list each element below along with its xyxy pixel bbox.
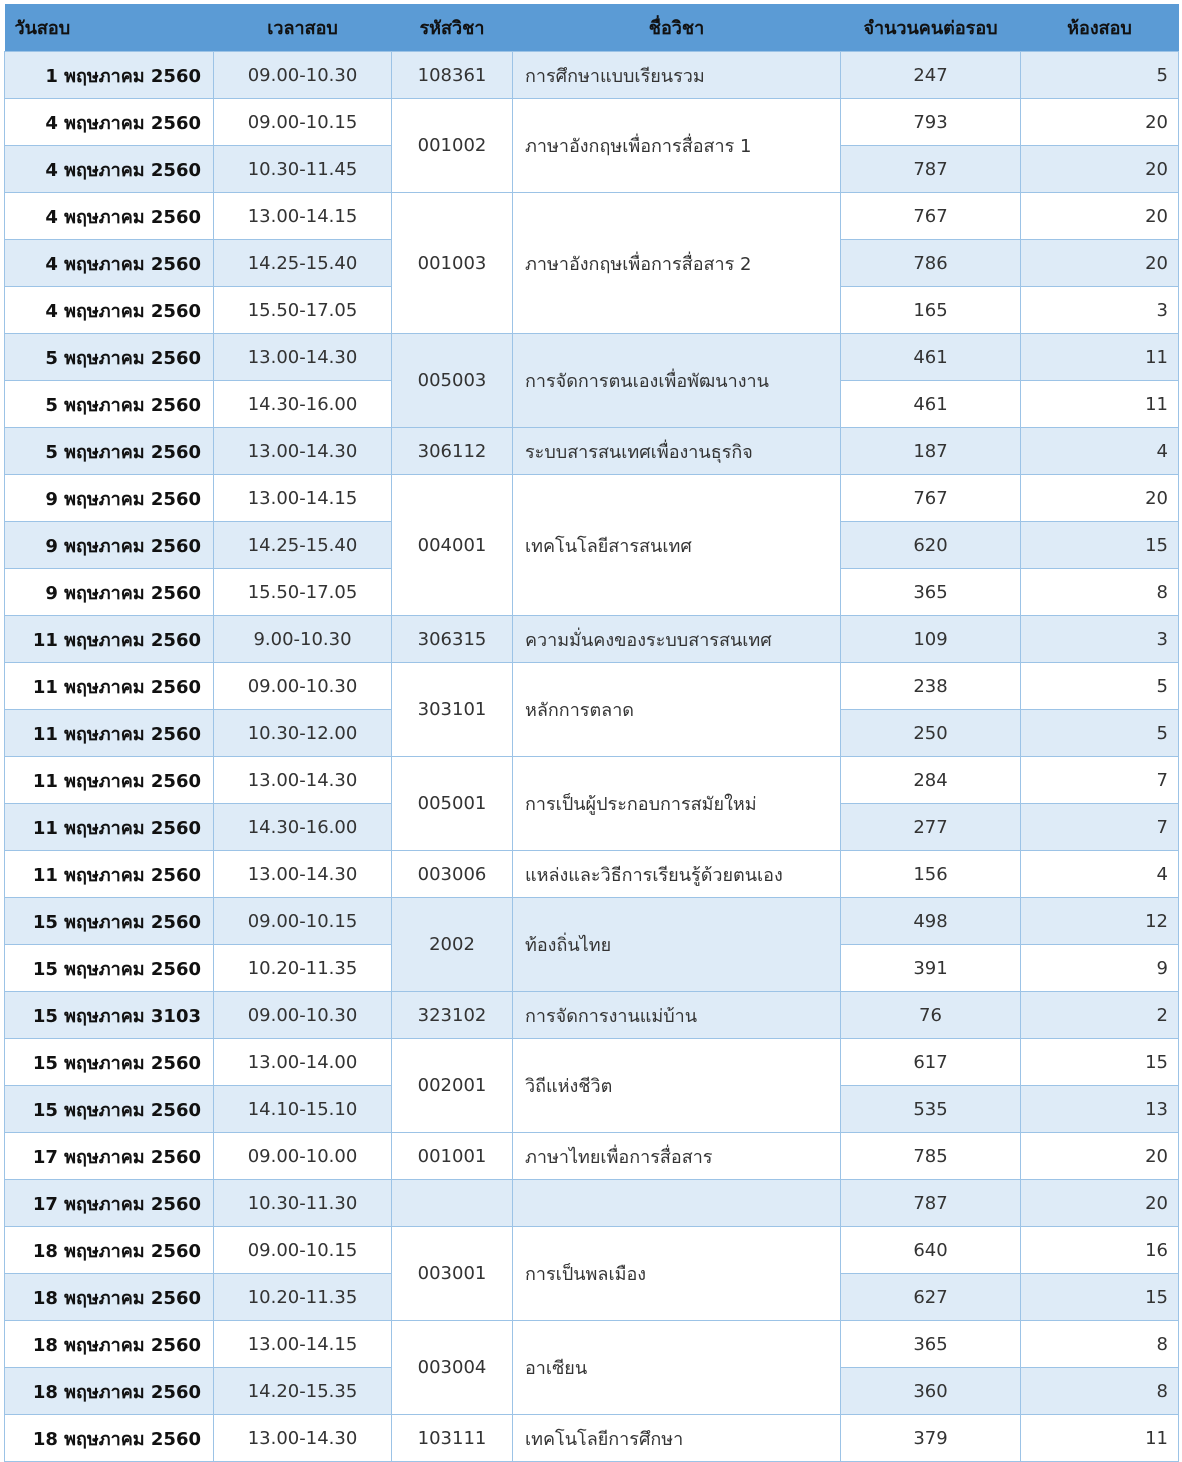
course-name-cell: การจัดการงานแม่บ้าน: [513, 992, 841, 1039]
table-row: [5, 992, 1179, 1039]
table-row: [5, 757, 1179, 804]
exam-time-cell: 09.00-10.30: [214, 992, 392, 1039]
table-header: [5, 4, 1179, 52]
exam-rooms-cell: 20: [1021, 146, 1179, 193]
exam-date-cell: 9 พฤษภาคม 2560: [5, 569, 214, 616]
course-code-cell: 003004: [392, 1321, 513, 1415]
course-code-cell: 005001: [392, 757, 513, 851]
exam-rooms-cell: 11: [1021, 334, 1179, 381]
exam-rooms-cell: 20: [1021, 193, 1179, 240]
exam-rooms-cell: 11: [1021, 381, 1179, 428]
table-row: [5, 334, 1179, 381]
exam-rooms-cell: 5: [1021, 52, 1179, 99]
exam-time-cell: 13.00-14.30: [214, 334, 392, 381]
course-code-cell: 103111: [392, 1415, 513, 1462]
course-name-cell: อาเซียน: [513, 1321, 841, 1415]
table-row: [5, 851, 1179, 898]
course-code-cell: 306315: [392, 616, 513, 663]
course-name-cell: ภาษาไทยเพื่อการสื่อสาร: [513, 1133, 841, 1180]
people-per-round-cell: 76: [841, 992, 1021, 1039]
exam-date-cell: 18 พฤษภาคม 2560: [5, 1274, 214, 1321]
course-name-cell: เทคโนโลยีสารสนเทศ: [513, 475, 841, 616]
course-code-cell: 323102: [392, 992, 513, 1039]
exam-date-cell: 17 พฤษภาคม 2560: [5, 1133, 214, 1180]
exam-rooms-cell: 15: [1021, 1274, 1179, 1321]
exam-time-cell: 09.00-10.00: [214, 1133, 392, 1180]
people-per-round-cell: 165: [841, 287, 1021, 334]
exam-rooms-cell: 3: [1021, 287, 1179, 334]
exam-rooms-cell: 3: [1021, 616, 1179, 663]
exam-date-cell: 4 พฤษภาคม 2560: [5, 287, 214, 334]
exam-time-cell: 13.00-14.15: [214, 193, 392, 240]
exam-date-cell: 9 พฤษภาคม 2560: [5, 522, 214, 569]
exam-rooms-cell: 11: [1021, 1415, 1179, 1462]
exam-date-cell: 4 พฤษภาคม 2560: [5, 146, 214, 193]
exam-time-cell: 13.00-14.00: [214, 1039, 392, 1086]
people-per-round-cell: 284: [841, 757, 1021, 804]
people-per-round-cell: 250: [841, 710, 1021, 757]
course-code-cell: 004001: [392, 475, 513, 616]
exam-rooms-cell: 15: [1021, 522, 1179, 569]
course-code-cell: 2002: [392, 898, 513, 992]
people-per-round-cell: 498: [841, 898, 1021, 945]
exam-rooms-cell: 8: [1021, 1368, 1179, 1415]
header-row: [5, 4, 1179, 52]
exam-time-cell: 13.00-14.30: [214, 1415, 392, 1462]
exam-date-cell: 11 พฤษภาคม 2560: [5, 663, 214, 710]
table-row: [5, 1415, 1179, 1462]
exam-time-cell: 9.00-10.30: [214, 616, 392, 663]
exam-time-cell: 13.00-14.30: [214, 428, 392, 475]
course-name-cell: [513, 1180, 841, 1227]
exam-rooms-cell: 8: [1021, 569, 1179, 616]
exam-date-cell: 11 พฤษภาคม 2560: [5, 757, 214, 804]
course-name-cell: ภาษาอังกฤษเพื่อการสื่อสาร 1: [513, 99, 841, 193]
exam-date-cell: 15 พฤษภาคม 3103: [5, 992, 214, 1039]
exam-time-cell: 10.30-11.45: [214, 146, 392, 193]
exam-time-cell: 09.00-10.15: [214, 1227, 392, 1274]
people-per-round-cell: 461: [841, 334, 1021, 381]
course-code-cell: 001001: [392, 1133, 513, 1180]
exam-rooms-cell: 12: [1021, 898, 1179, 945]
table-row: [5, 663, 1179, 710]
people-per-round-cell: 360: [841, 1368, 1021, 1415]
exam-rooms-cell: 20: [1021, 240, 1179, 287]
exam-date-cell: 4 พฤษภาคม 2560: [5, 240, 214, 287]
exam-time-cell: 13.00-14.30: [214, 757, 392, 804]
exam-rooms-cell: 20: [1021, 475, 1179, 522]
exam-time-cell: 14.30-16.00: [214, 381, 392, 428]
course-name-cell: วิถีแห่งชีวิต: [513, 1039, 841, 1133]
exam-date-cell: 17 พฤษภาคม 2560: [5, 1180, 214, 1227]
table-row: [5, 1039, 1179, 1086]
course-name-cell: เทคโนโลยีการศึกษา: [513, 1415, 841, 1462]
exam-date-cell: 11 พฤษภาคม 2560: [5, 616, 214, 663]
exam-time-cell: 09.00-10.15: [214, 99, 392, 146]
people-per-round-cell: 786: [841, 240, 1021, 287]
people-per-round-cell: 535: [841, 1086, 1021, 1133]
header-exam-date: วันสอบ: [5, 4, 214, 52]
exam-date-cell: 11 พฤษภาคม 2560: [5, 710, 214, 757]
exam-date-cell: 5 พฤษภาคม 2560: [5, 381, 214, 428]
exam-time-cell: 15.50-17.05: [214, 569, 392, 616]
people-per-round-cell: 156: [841, 851, 1021, 898]
people-per-round-cell: 640: [841, 1227, 1021, 1274]
exam-date-cell: 15 พฤษภาคม 2560: [5, 1086, 214, 1133]
table-row: [5, 428, 1179, 475]
exam-rooms-cell: 8: [1021, 1321, 1179, 1368]
course-name-cell: ระบบสารสนเทศเพื่องานธุรกิจ: [513, 428, 841, 475]
header-people-per-round: จำนวนคนต่อรอบ: [841, 4, 1021, 52]
exam-schedule-table: [4, 4, 1179, 1462]
exam-rooms-cell: 20: [1021, 99, 1179, 146]
header-course-code: รหัสวิชา: [392, 4, 513, 52]
header-exam-time: เวลาสอบ: [214, 4, 392, 52]
exam-date-cell: 18 พฤษภาคม 2560: [5, 1227, 214, 1274]
course-code-cell: 306112: [392, 428, 513, 475]
course-name-cell: ความมั่นคงของระบบสารสนเทศ: [513, 616, 841, 663]
header-exam-rooms: ห้องสอบ: [1021, 4, 1179, 52]
table-row: [5, 1321, 1179, 1368]
people-per-round-cell: 787: [841, 146, 1021, 193]
course-code-cell: 003006: [392, 851, 513, 898]
course-code-cell: 002001: [392, 1039, 513, 1133]
table-row: [5, 99, 1179, 146]
exam-time-cell: 14.20-15.35: [214, 1368, 392, 1415]
course-code-cell: 001003: [392, 193, 513, 334]
exam-time-cell: 14.25-15.40: [214, 240, 392, 287]
course-name-cell: การศึกษาแบบเรียนรวม: [513, 52, 841, 99]
exam-time-cell: 14.25-15.40: [214, 522, 392, 569]
people-per-round-cell: 238: [841, 663, 1021, 710]
exam-rooms-cell: 5: [1021, 663, 1179, 710]
exam-time-cell: 13.00-14.30: [214, 851, 392, 898]
course-name-cell: ภาษาอังกฤษเพื่อการสื่อสาร 2: [513, 193, 841, 334]
table-row: [5, 52, 1179, 99]
people-per-round-cell: 379: [841, 1415, 1021, 1462]
exam-rooms-cell: 7: [1021, 757, 1179, 804]
table-row: [5, 1133, 1179, 1180]
exam-time-cell: 10.30-11.30: [214, 1180, 392, 1227]
header-course-name: ชื่อวิชา: [513, 4, 841, 52]
table-row: [5, 1180, 1179, 1227]
table-row: [5, 475, 1179, 522]
course-code-cell: 108361: [392, 52, 513, 99]
people-per-round-cell: 187: [841, 428, 1021, 475]
exam-rooms-cell: 5: [1021, 710, 1179, 757]
table-row: [5, 1227, 1179, 1274]
exam-rooms-cell: 2: [1021, 992, 1179, 1039]
people-per-round-cell: 620: [841, 522, 1021, 569]
people-per-round-cell: 617: [841, 1039, 1021, 1086]
course-code-cell: 303101: [392, 663, 513, 757]
exam-time-cell: 10.20-11.35: [214, 1274, 392, 1321]
exam-time-cell: 10.30-12.00: [214, 710, 392, 757]
exam-date-cell: 4 พฤษภาคม 2560: [5, 99, 214, 146]
course-name-cell: การเป็นพลเมือง: [513, 1227, 841, 1321]
exam-date-cell: 15 พฤษภาคม 2560: [5, 1039, 214, 1086]
exam-date-cell: 18 พฤษภาคม 2560: [5, 1368, 214, 1415]
exam-time-cell: 09.00-10.30: [214, 52, 392, 99]
exam-date-cell: 1 พฤษภาคม 2560: [5, 52, 214, 99]
exam-date-cell: 5 พฤษภาคม 2560: [5, 334, 214, 381]
exam-rooms-cell: 15: [1021, 1039, 1179, 1086]
people-per-round-cell: 109: [841, 616, 1021, 663]
exam-time-cell: 15.50-17.05: [214, 287, 392, 334]
people-per-round-cell: 391: [841, 945, 1021, 992]
people-per-round-cell: 247: [841, 52, 1021, 99]
exam-date-cell: 11 พฤษภาคม 2560: [5, 851, 214, 898]
people-per-round-cell: 627: [841, 1274, 1021, 1321]
exam-rooms-cell: 9: [1021, 945, 1179, 992]
people-per-round-cell: 365: [841, 569, 1021, 616]
people-per-round-cell: 767: [841, 193, 1021, 240]
course-name-cell: แหล่งและวิธีการเรียนรู้ด้วยตนเอง: [513, 851, 841, 898]
course-name-cell: การเป็นผู้ประกอบการสมัยใหม่: [513, 757, 841, 851]
exam-rooms-cell: 20: [1021, 1180, 1179, 1227]
table-row: [5, 616, 1179, 663]
exam-date-cell: 15 พฤษภาคม 2560: [5, 898, 214, 945]
course-name-cell: ท้องถิ่นไทย: [513, 898, 841, 992]
exam-rooms-cell: 20: [1021, 1133, 1179, 1180]
exam-time-cell: 09.00-10.15: [214, 898, 392, 945]
exam-time-cell: 14.30-16.00: [214, 804, 392, 851]
exam-rooms-cell: 4: [1021, 428, 1179, 475]
course-code-cell: 003001: [392, 1227, 513, 1321]
people-per-round-cell: 767: [841, 475, 1021, 522]
exam-date-cell: 11 พฤษภาคม 2560: [5, 804, 214, 851]
exam-date-cell: 18 พฤษภาคม 2560: [5, 1321, 214, 1368]
exam-time-cell: 13.00-14.15: [214, 475, 392, 522]
table-row: [5, 193, 1179, 240]
course-code-cell: [392, 1180, 513, 1227]
course-name-cell: การจัดการตนเองเพื่อพัฒนางาน: [513, 334, 841, 428]
people-per-round-cell: 365: [841, 1321, 1021, 1368]
exam-time-cell: 10.20-11.35: [214, 945, 392, 992]
exam-time-cell: 09.00-10.30: [214, 663, 392, 710]
exam-date-cell: 5 พฤษภาคม 2560: [5, 428, 214, 475]
people-per-round-cell: 793: [841, 99, 1021, 146]
exam-schedule: [4, 4, 1178, 1462]
course-code-cell: 005003: [392, 334, 513, 428]
exam-date-cell: 18 พฤษภาคม 2560: [5, 1415, 214, 1462]
exam-time-cell: 14.10-15.10: [214, 1086, 392, 1133]
course-name-cell: หลักการตลาด: [513, 663, 841, 757]
exam-date-cell: 9 พฤษภาคม 2560: [5, 475, 214, 522]
exam-rooms-cell: 4: [1021, 851, 1179, 898]
people-per-round-cell: 787: [841, 1180, 1021, 1227]
people-per-round-cell: 277: [841, 804, 1021, 851]
exam-rooms-cell: 7: [1021, 804, 1179, 851]
exam-rooms-cell: 13: [1021, 1086, 1179, 1133]
exam-time-cell: 13.00-14.15: [214, 1321, 392, 1368]
exam-date-cell: 15 พฤษภาคม 2560: [5, 945, 214, 992]
people-per-round-cell: 461: [841, 381, 1021, 428]
people-per-round-cell: 785: [841, 1133, 1021, 1180]
exam-date-cell: 4 พฤษภาคม 2560: [5, 193, 214, 240]
exam-rooms-cell: 16: [1021, 1227, 1179, 1274]
table-body: [5, 52, 1179, 1462]
table-row: [5, 898, 1179, 945]
course-code-cell: 001002: [392, 99, 513, 193]
